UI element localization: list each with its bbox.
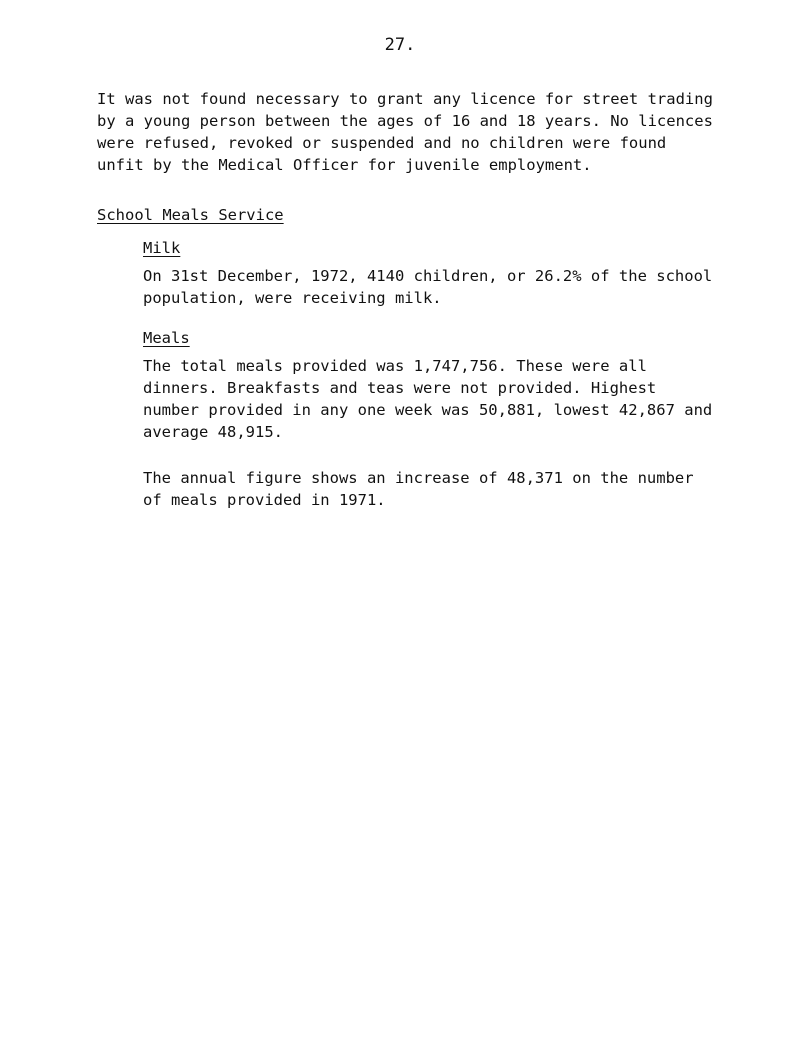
school-meals-heading: School Meals Service [97,206,284,224]
document-body [97,88,717,511]
meals-paragraph-1: The total meals provided was 1,747,756. These were all dinners. Breakfasts and teas were not provided. Highest number provided in any one week was 50,881, lowest 42,867 and average 48,915. [143,357,713,441]
page-number: 27. [384,35,416,55]
milk-paragraph: On 31st December, 1972, 4140 children, or 26.2% of the school population, were receiving milk. [143,267,713,307]
intro-paragraph: It was not found necessary to grant any licence for street trading by a young person between the ages of 16 and 18 years. No licences were refused, revoked or suspended and no children were found unfit by the Medical Officer for juvenile employment. [97,90,713,174]
school-meals-section [97,176,717,511]
meals-paragraph-2: The annual figure shows an increase of 48,371 on the number of meals provided in 1971. [143,469,694,509]
milk-heading: Milk [143,239,181,257]
meals-heading: Meals [143,329,190,347]
milk-subsection [143,226,717,511]
